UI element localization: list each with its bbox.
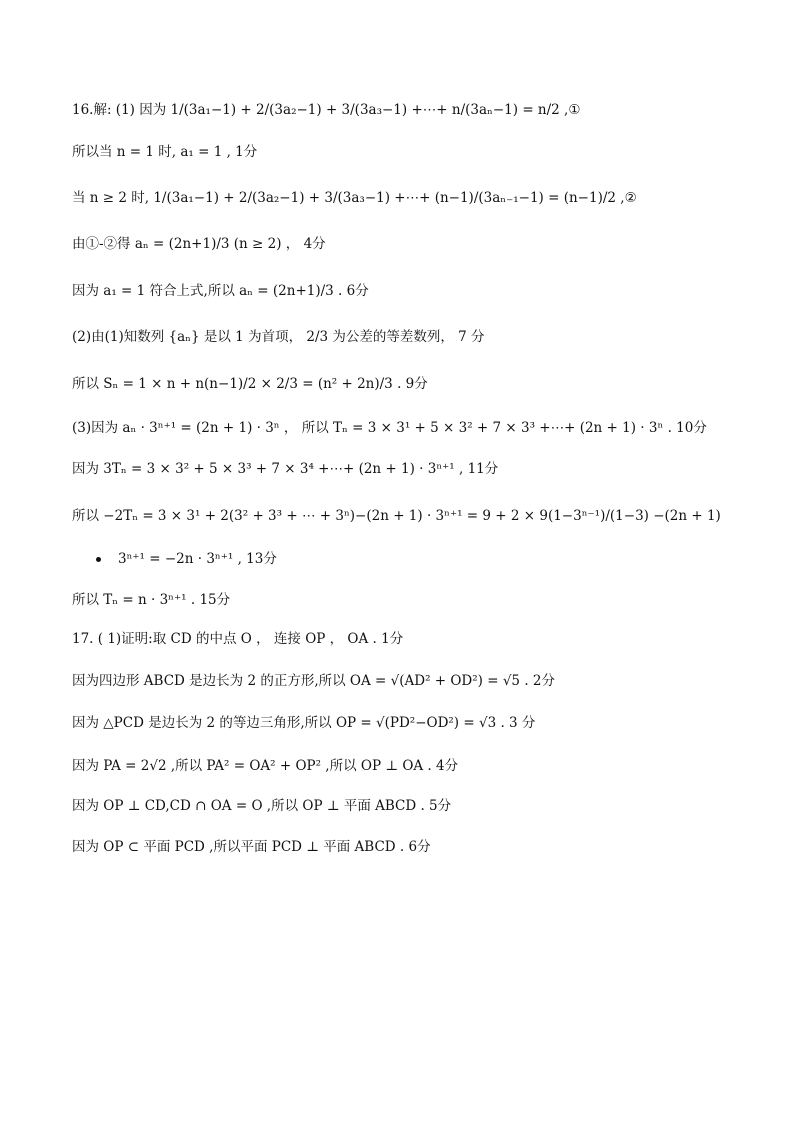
solution-16-line-4: 由①-②得 aₙ = (2n+1)/3 (n ≥ 2) ， 4分 — [72, 236, 326, 252]
solution-17-line-2: 因为四边形 ABCD 是边长为 2 的正方形,所以 OA = √(AD² + OD²) = √5 . 2分 — [72, 673, 555, 689]
solution-17-line-3: 因为 △PCD 是边长为 2 的等边三角形,所以 OP = √(PD²−OD²) = √3 . 3 分 — [72, 715, 536, 731]
solution-16-line-7: 所以 Sₙ = 1 × n + n(n−1)/2 × 2/3 = (n² + 2n)/3 . 9分 — [72, 376, 428, 392]
solution-16-line-1: 16.解: (1) 因为 1/(3a₁−1) + 2/(3a₂−1) + 3/(3a₃−1) +⋯+ n/(3aₙ−1) = n/2 ,① — [72, 102, 581, 118]
solution-17-line-5: 因为 OP ⊥ CD,CD ∩ OA = O ,所以 OP ⊥ 平面 ABCD . 5分 — [72, 798, 452, 814]
solution-16-line-2: 所以当 n = 1 时, a₁ = 1 , 1分 — [72, 144, 258, 160]
solution-16-line-12: 所以 Tₙ = n · 3ⁿ⁺¹ . 15分 — [72, 592, 231, 608]
solution-16-line-11: 3ⁿ⁺¹ = −2n · 3ⁿ⁺¹ , 13分 — [118, 551, 277, 567]
solution-17-line-1: 17. ( 1)证明:取 CD 的中点 O ， 连接 OP ， OA . 1分 — [72, 631, 404, 647]
solution-16-line-3: 当 n ≥ 2 时, 1/(3a₁−1) + 2/(3a₂−1) + 3/(3a₃−1) +⋯+ (n−1)/(3aₙ₋₁−1) = (n−1)/2 ,② — [72, 190, 637, 206]
solution-16-line-10: 所以 −2Tₙ = 3 × 3¹ + 2(3² + 3³ + ⋯ + 3ⁿ)−(2n + 1) · 3ⁿ⁺¹ = 9 + 2 × 9(1−3ⁿ⁻¹)/(1−3) −(2n + 1) — [72, 508, 721, 524]
solution-16-line-5: 因为 a₁ = 1 符合上式,所以 aₙ = (2n+1)/3 . 6分 — [72, 283, 369, 299]
solution-16-line-8: (3)因为 aₙ · 3ⁿ⁺¹ = (2n + 1) · 3ⁿ ， 所以 Tₙ = 3 × 3¹ + 5 × 3² + 7 × 3³ +⋯+ (2n + 1) · 3ⁿ . 10分 — [72, 420, 707, 436]
solution-17-line-4: 因为 PA = 2√2 ,所以 PA² = OA² + OP² ,所以 OP ⊥ OA . 4分 — [72, 758, 459, 774]
bullet-dot — [96, 557, 101, 562]
solution-16-line-6: (2)由(1)知数列 {aₙ} 是以 1 为首项， 2/3 为公差的等差数列， 7 分 — [72, 329, 485, 345]
solution-17-line-6: 因为 OP ⊂ 平面 PCD ,所以平面 PCD ⊥ 平面 ABCD . 6分 — [72, 839, 431, 855]
solution-16-line-9: 因为 3Tₙ = 3 × 3² + 5 × 3³ + 7 × 3⁴ +⋯+ (2n + 1) · 3ⁿ⁺¹ , 11分 — [72, 461, 499, 477]
